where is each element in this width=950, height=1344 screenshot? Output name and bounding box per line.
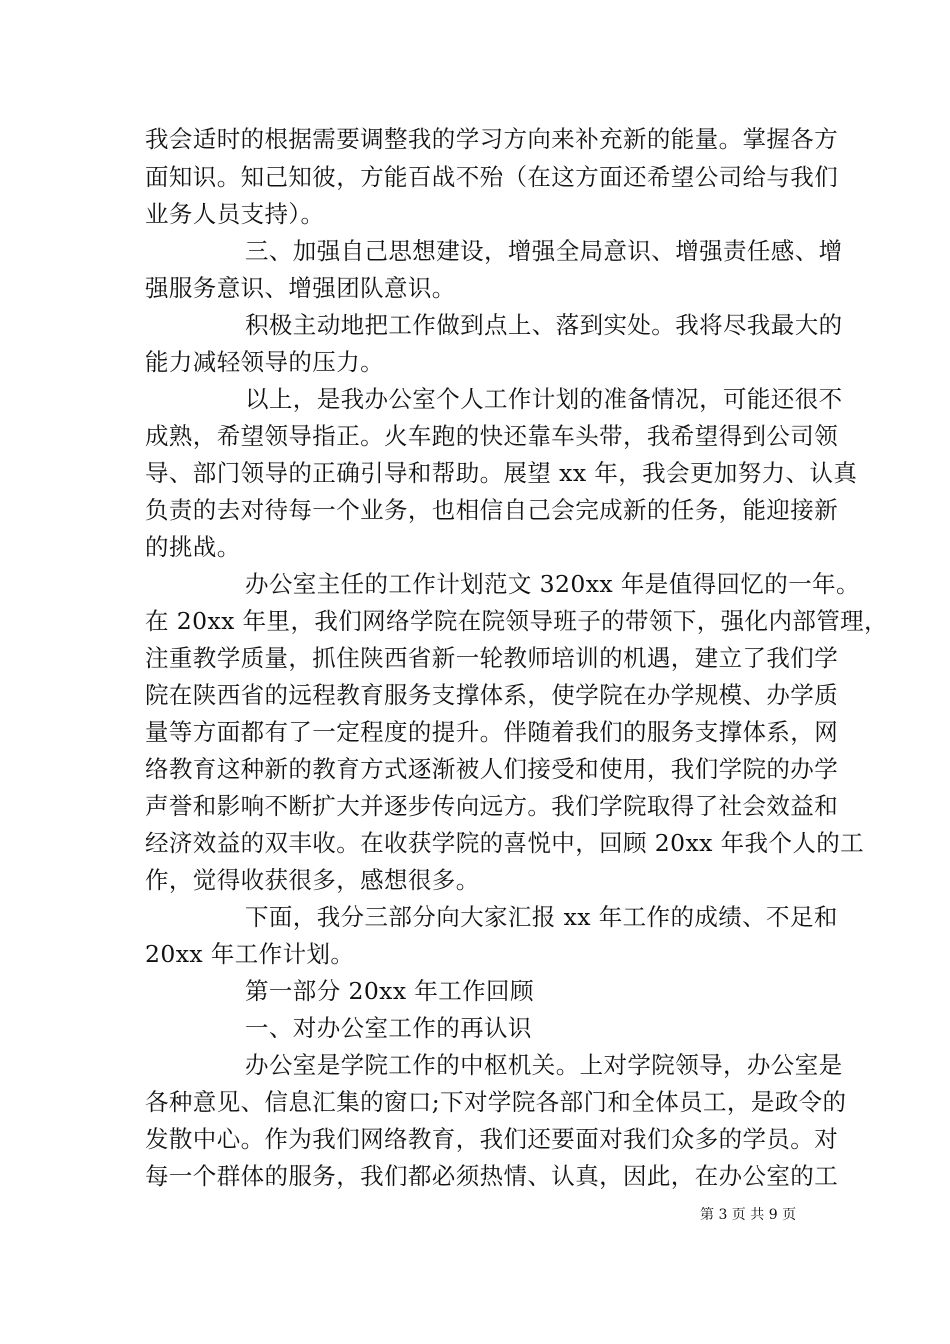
text-line: 20xx 年工作计划。 xyxy=(145,940,355,968)
text-line: 发散中心。作为我们网络教育，我们还要面对我们众多的学员。对 xyxy=(145,1125,839,1153)
text-line: 业务人员支持）。 xyxy=(145,200,325,228)
text-line: 办公室主任的工作计划范文 320xx 年是值得回忆的一年。 xyxy=(245,570,860,598)
section-heading: 第一部分 20xx 年工作回顾 xyxy=(245,977,534,1005)
text-line: 作，觉得收获很多，感想很多。 xyxy=(145,866,480,894)
text-line: 导、部门领导的正确引导和帮助。展望 xx 年，我会更加努力、认真 xyxy=(145,459,858,487)
text-line: 的挑战。 xyxy=(145,533,241,561)
text-line: 三、加强自己思想建设，增强全局意识、增强责任感、增 xyxy=(245,237,843,265)
text-line: 能力减轻领导的压力。 xyxy=(145,348,384,376)
subsection-heading: 一、对办公室工作的再认识 xyxy=(245,1014,532,1042)
text-line: 下面，我分三部分向大家汇报 xx 年工作的成绩、不足和 xyxy=(245,903,838,931)
text-line: 经济效益的双丰收。在收获学院的喜悦中，回顾 20xx 年我个人的工 xyxy=(145,829,865,857)
page-number: 第 3 页 共 9 页 xyxy=(700,1207,797,1223)
text-line: 声誉和影响不断扩大并逐步传向远方。我们学院取得了社会效益和 xyxy=(145,792,839,820)
text-line: 各种意见、信息汇集的窗口;下对学院各部门和全体员工，是政令的 xyxy=(145,1088,847,1116)
text-line: 面知识。知己知彼，方能百战不殆（在这方面还希望公司给与我们 xyxy=(145,163,839,191)
text-line: 成熟，希望领导指正。火车跑的快还靠车头带，我希望得到公司领 xyxy=(145,422,839,450)
text-line: 办公室是学院工作的中枢机关。上对学院领导，办公室是 xyxy=(245,1051,843,1079)
text-line: 积极主动地把工作做到点上、落到实处。我将尽我最大的 xyxy=(245,311,843,339)
text-line: 量等方面都有了一定程度的提升。伴随着我们的服务支撑体系，网 xyxy=(145,718,839,746)
text-line: 络教育这种新的教育方式逐渐被人们接受和使用，我们学院的办学 xyxy=(145,755,839,783)
text-line: 我会适时的根据需要调整我的学习方向来补充新的能量。掌握各方 xyxy=(145,125,839,153)
text-line: 在 20xx 年里，我们网络学院在院领导班子的带领下，强化内部管理， xyxy=(145,607,888,635)
text-line: 负责的去对待每一个业务，也相信自己会完成新的任务，能迎接新 xyxy=(145,496,839,524)
text-line: 注重教学质量，抓住陕西省新一轮教师培训的机遇，建立了我们学 xyxy=(145,644,839,672)
text-line: 院在陕西省的远程教育服务支撑体系，使学院在办学规模、办学质 xyxy=(145,681,839,709)
text-line: 以上，是我办公室个人工作计划的准备情况，可能还很不 xyxy=(245,385,843,413)
text-line: 强服务意识、增强团队意识。 xyxy=(145,274,456,302)
text-line: 每一个群体的服务，我们都必须热情、认真，因此，在办公室的工 xyxy=(145,1162,839,1190)
